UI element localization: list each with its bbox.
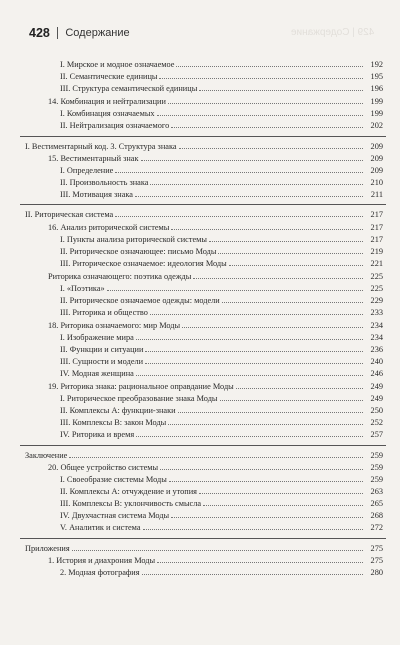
toc-entry-page: 250 bbox=[370, 406, 383, 415]
toc-entry bbox=[0, 141, 400, 152]
toc-entry-page: 275 bbox=[370, 544, 383, 553]
toc-entry-title: 20. Общее устройство системы bbox=[48, 463, 159, 472]
toc-entry-title: I. Своеобразие системы Моды bbox=[60, 475, 167, 484]
toc-entry-title: 1. История и диахрония Моды bbox=[48, 556, 156, 565]
toc-entry-page: 265 bbox=[370, 499, 383, 508]
toc-entry-page: 252 bbox=[370, 418, 383, 427]
toc-entry bbox=[0, 393, 400, 404]
dot-leader bbox=[135, 195, 363, 197]
toc-entry-title: III. Риторическое означаемое: идеология Моды bbox=[60, 259, 227, 268]
toc-entry-title: I. Мирское и модное означаемое bbox=[60, 60, 175, 69]
toc-entry bbox=[0, 96, 400, 107]
toc-entry bbox=[0, 429, 400, 440]
toc-entry bbox=[0, 120, 400, 131]
dot-leader bbox=[136, 435, 363, 437]
toc-entry-page: 233 bbox=[370, 308, 383, 317]
toc-entry bbox=[0, 83, 400, 94]
toc-entry bbox=[0, 246, 400, 257]
dot-leader bbox=[169, 480, 363, 482]
toc-entry bbox=[0, 522, 400, 533]
toc-entry-page: 259 bbox=[370, 463, 383, 472]
section-divider bbox=[20, 445, 386, 446]
toc-entry-title: 14. Комбинация и нейтрализации bbox=[48, 97, 166, 106]
toc-entry-title: I. Комбинация означаемых bbox=[60, 109, 155, 118]
toc-entry-page: 192 bbox=[370, 60, 383, 69]
toc-entry bbox=[0, 307, 400, 318]
toc-entry bbox=[0, 153, 400, 164]
toc-entry bbox=[0, 271, 400, 282]
toc-entry-page: 209 bbox=[370, 142, 383, 151]
toc-entry bbox=[0, 344, 400, 355]
toc-entry-page: 219 bbox=[370, 247, 383, 256]
toc-entry-title: II. Комплексы А: функции-знаки bbox=[60, 406, 176, 415]
toc-entry bbox=[0, 450, 400, 461]
toc-entry-title: II. Комплексы А: отчуждение и утопия bbox=[60, 487, 197, 496]
toc-entry bbox=[0, 356, 400, 367]
dot-leader bbox=[182, 326, 363, 328]
toc-entry-page: 225 bbox=[370, 284, 383, 293]
dot-leader bbox=[142, 573, 363, 575]
toc-entry-title: I. Изображение мира bbox=[60, 333, 134, 342]
toc-entry-page: 259 bbox=[370, 451, 383, 460]
toc-entry bbox=[0, 177, 400, 188]
toc-entry-title: III. Комплексы В: уклончивость смысла bbox=[60, 499, 202, 508]
dot-leader bbox=[136, 374, 363, 376]
dot-leader bbox=[150, 313, 363, 315]
toc-entry bbox=[0, 108, 400, 119]
dot-leader bbox=[157, 114, 363, 116]
toc-entry-page: 240 bbox=[370, 357, 383, 366]
toc-entry-title: II. Функции и ситуации bbox=[60, 345, 144, 354]
toc-entry bbox=[0, 474, 400, 485]
toc-entry-page: 249 bbox=[370, 382, 383, 391]
page-number: 428 bbox=[29, 26, 50, 40]
toc-entry bbox=[0, 498, 400, 509]
toc-entry-title: 2. Модная фотография bbox=[60, 568, 140, 577]
toc-entry bbox=[0, 543, 400, 554]
toc-entry-title: III. Структура семантической единицы bbox=[60, 84, 198, 93]
toc-entry-page: 211 bbox=[370, 190, 383, 199]
toc-entry-title: I. Вестиментарный код. 3. Структура знака bbox=[25, 142, 177, 151]
toc-entry-page: 275 bbox=[370, 556, 383, 565]
toc-entry-title: II. Риторическое означаемое одежды: модели bbox=[60, 296, 220, 305]
toc-entry-title: III. Мотивация знака bbox=[60, 190, 133, 199]
dot-leader bbox=[115, 215, 363, 217]
toc-entry-page: 202 bbox=[370, 121, 383, 130]
dot-leader bbox=[145, 350, 363, 352]
dot-leader bbox=[141, 159, 363, 161]
toc-entry bbox=[0, 567, 400, 578]
toc-entry bbox=[0, 405, 400, 416]
dot-leader bbox=[209, 240, 363, 242]
dot-leader bbox=[159, 77, 363, 79]
toc-entry bbox=[0, 320, 400, 331]
toc-entry bbox=[0, 555, 400, 566]
toc-entry-page: 229 bbox=[370, 296, 383, 305]
toc-entry-page: 209 bbox=[370, 166, 383, 175]
dot-leader bbox=[115, 171, 363, 173]
toc-entry-page: 225 bbox=[370, 272, 383, 281]
dot-leader bbox=[168, 102, 363, 104]
dot-leader bbox=[176, 65, 363, 67]
toc-entry-title: 18. Риторика означаемого: мир Моды bbox=[48, 321, 181, 330]
dot-leader bbox=[178, 411, 363, 413]
toc-entry-title: III. Комплексы В: закон Моды bbox=[60, 418, 167, 427]
section-divider bbox=[20, 136, 386, 137]
toc-entry bbox=[0, 222, 400, 233]
dot-leader bbox=[171, 126, 363, 128]
toc-entry-page: 234 bbox=[370, 321, 383, 330]
toc-entry-page: 199 bbox=[370, 109, 383, 118]
toc-entry-title: II. Нейтрализация означаемого bbox=[60, 121, 170, 130]
dot-leader bbox=[72, 549, 363, 551]
toc-entry bbox=[0, 510, 400, 521]
toc-entry bbox=[0, 295, 400, 306]
toc-entry bbox=[0, 486, 400, 497]
toc-entry-title: 15. Вестиментарный знак bbox=[48, 154, 139, 163]
toc-entry-title: 19. Риторика знака: рациональное оправдание Моды bbox=[48, 382, 234, 391]
dot-leader bbox=[193, 277, 363, 279]
toc-entry-page: 195 bbox=[370, 72, 383, 81]
dot-leader bbox=[107, 289, 363, 291]
toc-entry-page: 234 bbox=[370, 333, 383, 342]
toc-entry-page: 236 bbox=[370, 345, 383, 354]
toc-entry bbox=[0, 258, 400, 269]
dot-leader bbox=[145, 362, 363, 364]
toc-entry-page: 217 bbox=[370, 223, 383, 232]
toc-entry-page: 249 bbox=[370, 394, 383, 403]
toc-entry-page: 259 bbox=[370, 475, 383, 484]
toc-entry bbox=[0, 332, 400, 343]
toc-entry-page: 221 bbox=[370, 259, 383, 268]
dot-leader bbox=[179, 147, 363, 149]
toc-entry bbox=[0, 381, 400, 392]
toc-entry-title: II. Риторическая система bbox=[25, 210, 114, 219]
section-divider bbox=[20, 204, 386, 205]
toc-entry-page: 263 bbox=[370, 487, 383, 496]
dot-leader bbox=[171, 228, 363, 230]
toc-entry-page: 217 bbox=[370, 210, 383, 219]
toc-entry-title: III. Риторика и общество bbox=[60, 308, 148, 317]
toc-entry-title: Приложения bbox=[25, 544, 70, 553]
section-title: Содержание bbox=[65, 27, 130, 39]
dot-leader bbox=[236, 387, 363, 389]
dot-leader bbox=[229, 264, 363, 266]
dot-leader bbox=[136, 338, 363, 340]
toc-entry bbox=[0, 368, 400, 379]
dot-leader bbox=[220, 399, 364, 401]
dot-leader bbox=[203, 504, 363, 506]
dot-leader bbox=[171, 516, 363, 518]
toc-entry bbox=[0, 165, 400, 176]
dot-leader bbox=[218, 252, 363, 254]
toc-entry-title: II. Риторическое означающее: письмо Моды bbox=[60, 247, 217, 256]
toc-entry-page: 272 bbox=[370, 523, 383, 532]
toc-entry-title: I. Пункты анализа риторической системы bbox=[60, 235, 207, 244]
toc-entry-page: 246 bbox=[370, 369, 383, 378]
dot-leader bbox=[199, 492, 363, 494]
toc-entry bbox=[0, 234, 400, 245]
toc-entry-title: V. Аналитик и система bbox=[60, 523, 141, 532]
toc-entry-title: IV. Модная женщина bbox=[60, 369, 134, 378]
toc-entry-title: Риторика означающего: поэтика одежды bbox=[48, 272, 192, 281]
toc-entry-title: II. Семантические единицы bbox=[60, 72, 158, 81]
toc-entry-title: Заключение bbox=[25, 451, 68, 460]
toc-entry-title: II. Произвольность знака bbox=[60, 178, 149, 187]
toc-entry bbox=[0, 71, 400, 82]
dot-leader bbox=[168, 423, 363, 425]
toc-entry bbox=[0, 462, 400, 473]
toc-entry bbox=[0, 189, 400, 200]
toc-entry bbox=[0, 283, 400, 294]
bleed-through-header: 429 | Содержание bbox=[290, 27, 374, 38]
toc-entry bbox=[0, 209, 400, 220]
dot-leader bbox=[143, 528, 363, 530]
header-divider bbox=[57, 27, 59, 39]
toc-entry bbox=[0, 417, 400, 428]
toc-entry-title: I. «Поэтика» bbox=[60, 284, 105, 293]
toc-entry-page: 280 bbox=[370, 568, 383, 577]
dot-leader bbox=[199, 89, 363, 91]
toc-entry-title: IV. Риторика и время bbox=[60, 430, 135, 439]
dot-leader bbox=[222, 301, 363, 303]
page-header bbox=[29, 26, 130, 40]
toc-entry-title: I. Определение bbox=[60, 166, 114, 175]
dot-leader bbox=[157, 561, 363, 563]
section-divider bbox=[20, 538, 386, 539]
toc-entry-page: 199 bbox=[370, 97, 383, 106]
toc-entry-page: 210 bbox=[370, 178, 383, 187]
toc-entry-title: IV. Двухчастная система Моды bbox=[60, 511, 170, 520]
dot-leader bbox=[150, 183, 363, 185]
toc-entry-page: 209 bbox=[370, 154, 383, 163]
toc-entry bbox=[0, 59, 400, 70]
toc-entry-page: 257 bbox=[370, 430, 383, 439]
toc-entry-title: III. Сущности и модели bbox=[60, 357, 144, 366]
toc-entry-title: 16. Анализ риторической системы bbox=[48, 223, 170, 232]
dot-leader bbox=[69, 456, 363, 458]
dot-leader bbox=[160, 468, 363, 470]
toc-entry-page: 217 bbox=[370, 235, 383, 244]
toc-entry-page: 268 bbox=[370, 511, 383, 520]
toc-entry-title: I. Риторическое преобразование знака Моды bbox=[60, 394, 218, 403]
toc-entry-page: 196 bbox=[370, 84, 383, 93]
